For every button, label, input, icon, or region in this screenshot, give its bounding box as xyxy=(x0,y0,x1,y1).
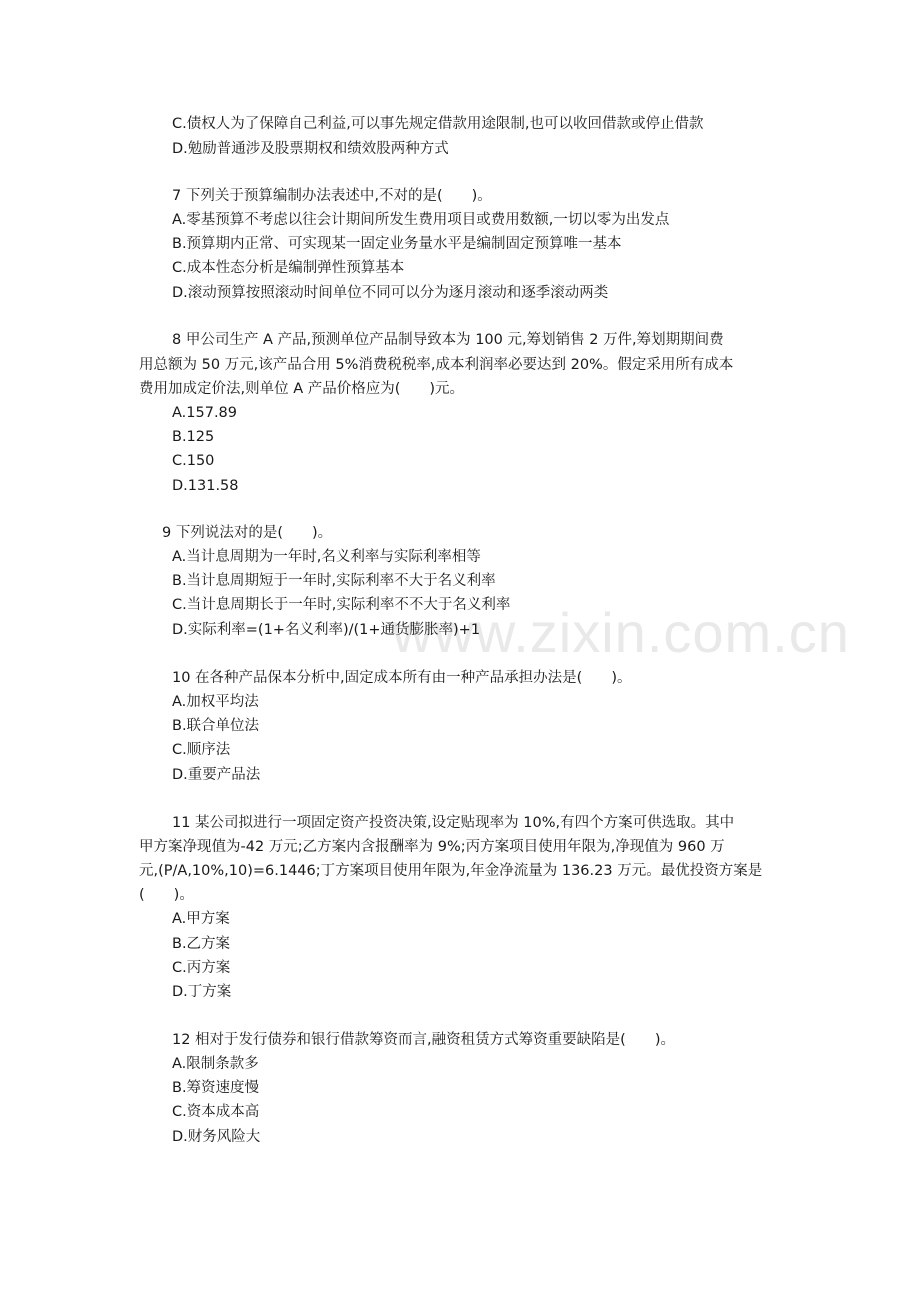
question-11-option-d: D.丁方案 xyxy=(172,984,232,1000)
question-9-stem: 9 下列说法对的是( )。 xyxy=(162,525,333,541)
question-12-option-a: A.限制条款多 xyxy=(172,1056,259,1072)
watermark: www.zixin.com.cn xyxy=(392,601,850,664)
question-8-option-b: B.125 xyxy=(172,429,215,445)
question-8-stem-line2: 用总额为 50 万元,该产品合用 5%消费税税率,成本利润率必要达到 20%。假定采用所有成本 xyxy=(139,357,734,373)
question-8-option-a: A.157.89 xyxy=(172,405,238,421)
question-9-option-c: C.当计息周期长于一年时,实际利率不不大于名义利率 xyxy=(172,597,511,613)
question-11-stem-line2: 甲方案净现值为-42 万元;乙方案内含报酬率为 9%;丙方案项目使用年限为,净现值为 960 万 xyxy=(139,839,725,855)
question-8-option-d: D.131.58 xyxy=(172,478,239,494)
question-12-stem: 12 相对于发行债券和银行借款筹资而言,融资租赁方式筹资重要缺陷是( )。 xyxy=(172,1032,675,1048)
question-12-option-b: B.筹资速度慢 xyxy=(172,1080,260,1096)
question-7-option-c: C.成本性态分析是编制弹性预算基本 xyxy=(172,260,405,276)
question-7-option-d: D.滚动预算按照滚动时间单位不同可以分为逐月滚动和逐季滚动两类 xyxy=(172,285,609,301)
question-11-stem-line4: ( )。 xyxy=(139,887,194,903)
question-11-option-a: A.甲方案 xyxy=(172,911,230,927)
question-9-option-d: D.实际利率=(1+名义利率)/(1+通货膨胀率)+1 xyxy=(172,622,481,638)
question-8-stem-line1: 8 甲公司生产 A 产品,预测单位产品制导致本为 100 元,筹划销售 2 万件,筹划期期间费 xyxy=(172,332,724,348)
question-9-option-a: A.当计息周期为一年时,名义利率与实际利率相等 xyxy=(172,549,481,565)
question-10-stem: 10 在各种产品保本分析中,固定成本所有由一种产品承担办法是( )。 xyxy=(172,670,632,686)
question-11-stem-line3: 元,(P/A,10%,10)=6.1446;丁方案项目使用年限为,年金净流量为 136.23 万元。最优投资方案是 xyxy=(139,863,763,879)
question-8-stem-line3: 费用加成定价法,则单位 A 产品价格应为( )元。 xyxy=(139,381,465,397)
question-11-stem-line1: 11 某公司拟进行一项固定资产投资决策,设定贴现率为 10%,有四个方案可供选取。其中 xyxy=(172,815,735,831)
question-11-option-b: B.乙方案 xyxy=(172,936,231,952)
question-10-option-c: C.顺序法 xyxy=(172,742,231,758)
option-d-prev: D.勉励普通涉及股票期权和绩效股两种方式 xyxy=(172,141,449,157)
question-8-option-c: C.150 xyxy=(172,453,215,469)
question-7-option-b: B.预算期内正常、可实现某一固定业务量水平是编制固定预算唯一基本 xyxy=(172,236,622,252)
question-9-option-b: B.当计息周期短于一年时,实际利率不大于名义利率 xyxy=(172,573,496,589)
option-c-prev: C.债权人为了保障自己利益,可以事先规定借款用途限制,也可以收回借款或停止借款 xyxy=(172,116,704,132)
question-10-option-b: B.联合单位法 xyxy=(172,718,260,734)
question-12-option-d: D.财务风险大 xyxy=(172,1129,261,1145)
question-10-option-a: A.加权平均法 xyxy=(172,694,259,710)
question-11-option-c: C.丙方案 xyxy=(172,960,231,976)
question-7-option-a: A.零基预算不考虑以往会计期间所发生费用项目或费用数额,一切以零为出发点 xyxy=(172,212,670,228)
question-7-stem: 7 下列关于预算编制办法表述中,不对的是( )。 xyxy=(172,188,492,204)
question-12-option-c: C.资本成本高 xyxy=(172,1104,260,1120)
question-10-option-d: D.重要产品法 xyxy=(172,767,261,783)
